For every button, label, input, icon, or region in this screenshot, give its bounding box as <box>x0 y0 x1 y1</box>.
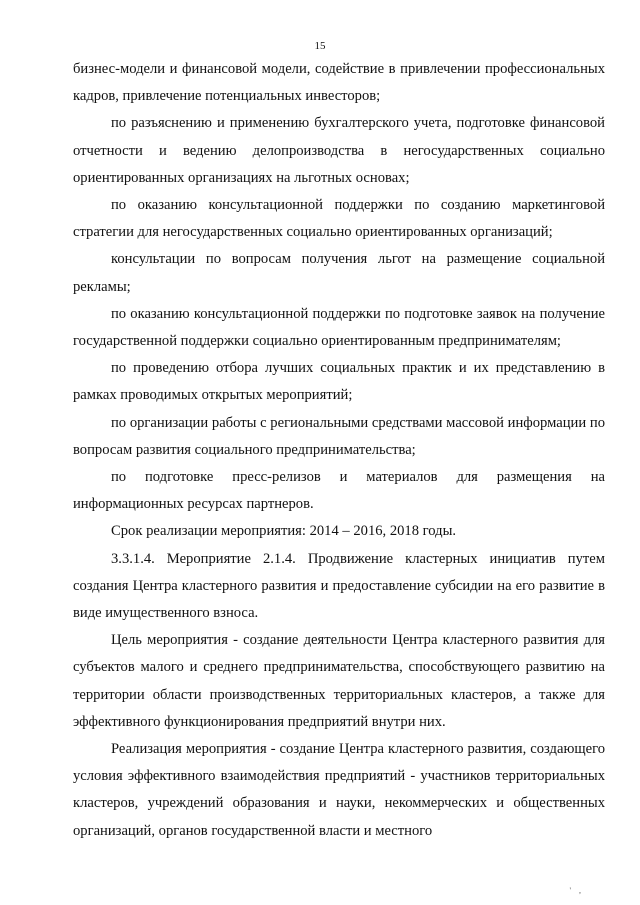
page-number: 15 <box>314 40 326 52</box>
paragraph-business-models: бизнес-модели и финансовой модели, содействие в привлечении профессиональных кадров, привлечение потенциальных инвесторов; <box>73 61 605 105</box>
paragraph-social-advertising: консультации по вопросам получения льгот на размещение социальной рекламы; <box>73 251 605 295</box>
document-body <box>73 56 605 845</box>
paragraph-measure-implementation: Реализация мероприятия - создание Центра кластерного развития, создающего условия эффективного взаимодействия предприятий - участников территориальных кластеров, учреждений образования и науки, некоммерческих и общественных организаций, органов государственной власти и местного <box>73 741 605 839</box>
paragraph-measure-2-1-4: 3.3.1.4. Мероприятие 2.1.4. Продвижение кластерных инициатив путем создания Центра кластерного развития и предоставление субсидии на его развитие в виде имущественного взноса. <box>73 550 605 622</box>
paragraph-accounting: по разъяснению и применению бухгалтерского учета, подготовке финансовой отчетности и ведению делопроизводства в негосударственных социально ориентированных организациях на льготных основах; <box>73 115 605 186</box>
paragraph-implementation-period: Срок реализации мероприятия: 2014 – 2016, 2018 годы. <box>111 523 457 540</box>
paragraph-mass-media: по организации работы с региональными средствами массовой информации по вопросам развития социального предпринимательства; <box>73 414 605 458</box>
footer-mark: ' , <box>569 886 584 895</box>
paragraph-measure-goal: Цель мероприятия - создание деятельности Центра кластерного развития для субъектов малого и среднего предпринимательства, способствующего развитию на территории области производственных территориальных кластеров, а также для эффективного функционирования предприятий внутри них. <box>73 632 605 730</box>
paragraph-best-practices: по проведению отбора лучших социальных практик и их представлению в рамках проводимых открытых мероприятий; <box>73 360 605 404</box>
paragraph-marketing-strategy: по оказанию консультационной поддержки по созданию маркетинговой стратегии для негосударственных социально ориентированных организаций; <box>73 197 605 241</box>
paragraph-press-releases: по подготовке пресс-релизов и материалов для размещения на информационных ресурсах партнеров. <box>73 469 605 513</box>
paragraph-support-applications: по оказанию консультационной поддержки по подготовке заявок на получение государственной поддержки социально ориентированным предпринимателям; <box>73 305 605 350</box>
